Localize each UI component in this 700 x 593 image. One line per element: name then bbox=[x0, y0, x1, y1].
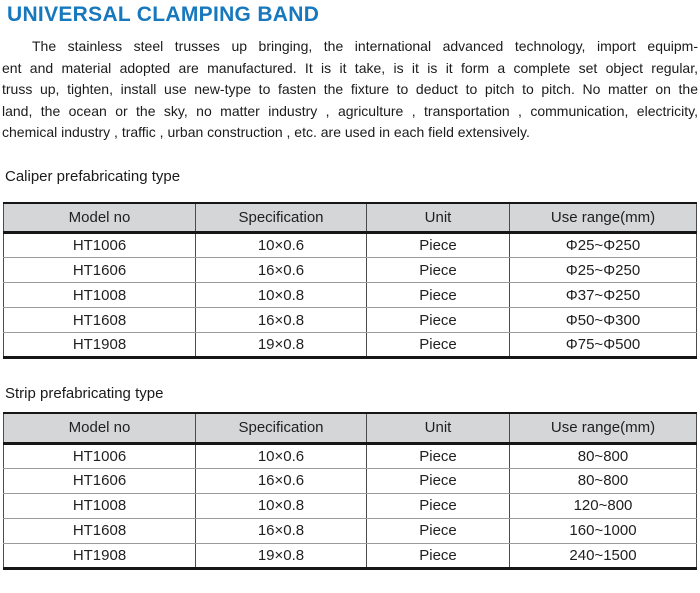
table-cell: Φ50~Φ300 bbox=[510, 308, 697, 333]
table-row bbox=[4, 283, 697, 308]
caliper-section-label: Caliper prefabricating type bbox=[5, 167, 181, 185]
table-cell: 16×0.8 bbox=[196, 518, 367, 543]
table-cell: Φ37~Φ250 bbox=[510, 283, 697, 308]
table-row bbox=[4, 468, 697, 493]
table-cell: Piece bbox=[367, 308, 510, 333]
table-cell: HT1608 bbox=[4, 518, 196, 543]
table-cell: Φ25~Φ250 bbox=[510, 233, 697, 258]
table-cell: Piece bbox=[367, 493, 510, 518]
page-title: UNIVERSAL CLAMPING BAND bbox=[7, 3, 320, 26]
table-header-cell: Model no bbox=[4, 413, 196, 443]
table-cell: Φ25~Φ250 bbox=[510, 258, 697, 283]
table-header-cell: Use range(mm) bbox=[510, 203, 697, 233]
table-cell: 80~800 bbox=[510, 443, 697, 468]
table-cell: 19×0.8 bbox=[196, 333, 367, 358]
table-cell: Piece bbox=[367, 283, 510, 308]
table-cell: 19×0.8 bbox=[196, 543, 367, 568]
table-header-row bbox=[4, 203, 697, 233]
table-header-cell: Unit bbox=[367, 203, 510, 233]
table-cell: Piece bbox=[367, 518, 510, 543]
table-cell: Piece bbox=[367, 333, 510, 358]
table-header-cell: Model no bbox=[4, 203, 196, 233]
strip-table bbox=[3, 412, 697, 570]
table-cell: Piece bbox=[367, 443, 510, 468]
table-cell: Φ75~Φ500 bbox=[565, 336, 641, 353]
intro-line: The stainless steel trusses up bringing, the international advanced technology, import equipm- bbox=[32, 38, 698, 54]
table-header-cell: Unit bbox=[367, 413, 510, 443]
table-row bbox=[4, 308, 697, 333]
caliper-table bbox=[3, 202, 697, 360]
table-cell: HT1008 bbox=[4, 493, 196, 518]
table-row bbox=[4, 333, 697, 358]
table-cell: HT1608 bbox=[4, 308, 196, 333]
table-cell: HT1008 bbox=[4, 283, 196, 308]
intro-line: ent and material adopted are manufactured. It is it take, is it is it form a complete set object regular, bbox=[2, 59, 698, 76]
table-cell: 10×0.6 bbox=[196, 443, 367, 468]
table-cell: HT1006 bbox=[4, 233, 196, 258]
table-cell: HT1908 bbox=[4, 333, 196, 358]
table-cell: HT1908 bbox=[4, 543, 196, 568]
table-header-cell: Specification bbox=[196, 203, 367, 233]
table-cell: 10×0.8 bbox=[196, 283, 367, 308]
table-cell: 16×0.8 bbox=[196, 308, 367, 333]
table-cell: HT1006 bbox=[4, 443, 196, 468]
table-row bbox=[4, 543, 697, 568]
table-cell: Piece bbox=[367, 543, 510, 568]
intro-paragraph bbox=[2, 36, 698, 144]
table-cell: 16×0.6 bbox=[196, 258, 367, 283]
table-row bbox=[4, 493, 697, 518]
intro-line: chemical industry , traffic , urban construction , etc. are used in each field extensively. bbox=[2, 124, 530, 140]
table-cell: Piece bbox=[367, 233, 510, 258]
table-cell: Piece bbox=[367, 258, 510, 283]
table-cell: 80~800 bbox=[510, 468, 697, 493]
table-header-cell: Specification bbox=[196, 413, 367, 443]
table-cell: 160~1000 bbox=[510, 518, 697, 543]
intro-line: truss up, tighten, install use new-type to fasten the fixture to deduct to pitch to pitch. No matter on the bbox=[2, 81, 698, 97]
table-row bbox=[4, 443, 697, 468]
table-cell: HT1606 bbox=[4, 258, 196, 283]
table-cell: Piece bbox=[367, 468, 510, 493]
table-cell: 10×0.8 bbox=[196, 493, 367, 518]
table-cell: 10×0.6 bbox=[196, 233, 367, 258]
table-cell: HT1606 bbox=[4, 468, 196, 493]
table-row bbox=[4, 233, 697, 258]
table-cell: 120~800 bbox=[510, 493, 697, 518]
table-row bbox=[4, 518, 697, 543]
table-header-row bbox=[4, 413, 697, 443]
strip-section-label: Strip prefabricating type bbox=[5, 385, 164, 402]
table-cell: 240~1500 bbox=[569, 546, 637, 564]
table-header-cell: Use range(mm) bbox=[510, 413, 697, 443]
table-cell: 16×0.6 bbox=[196, 468, 367, 493]
intro-line: land, the ocean or the sky, no matter industry , agriculture , transportation , communication, electricity, bbox=[2, 102, 698, 119]
table-row bbox=[4, 258, 697, 283]
